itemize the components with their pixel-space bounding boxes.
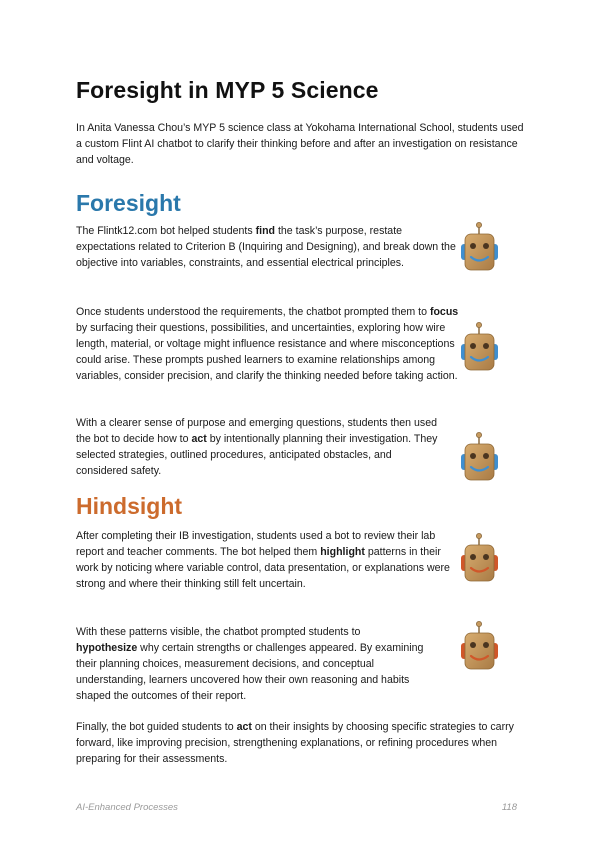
keyword-find: find [255,225,276,237]
keyword-highlight: highlight [320,546,365,558]
intro-paragraph: In Anita Vanessa Chou’s MYP 5 science class at Yokohama International School, students used a custom Flint AI chatbot to clarify their thinking before and after an investigation on resistance and voltage. [76,122,524,166]
hindsight-hypothesize-paragraph: With these patterns visible, the chatbot prompted students to hypothesize why certain strengths or challenges appeared. By examining their planning choices, measurement decisions, and conceptual understanding, learners uncovered how their own reasoning and habits shaped the outcomes of their report. [76,626,424,702]
foresight-focus-paragraph: Once students understood the requirements, the chatbot prompted them to focus by surfacing their questions, possibilities, and uncertainties, exploring how wire length, material, or voltage might influence resistance and where misconceptions could arise. These prompts pushed learners to examine relationships among variables, consider precision, and clarify the thinking needed before taking action. [76,306,459,382]
foresight-act-paragraph: With a clearer sense of purpose and emerging questions, students then used the bot to decide how to act by intentionally planning their investigation. They selected strategies, outlined procedures, anticipated obstacles, and considered safety. [76,417,438,477]
blue-robot-icon [459,432,503,490]
orange-robot-icon [459,621,503,679]
foresight-find-paragraph: The Flintk12.com bot helped students find the task’s purpose, restate expectations related to Criterion B (Inquiring and Designing), and break down the objective into variables, constraints, and essential electrical principles. [76,225,456,269]
hindsight-act-paragraph: Finally, the bot guided students to act on their insights by choosing specific strategies to carry forward, like improving precision, strengthening explanations, or refining procedures when preparing for their assessments. [76,721,514,765]
keyword-focus: focus [429,306,459,318]
hindsight-highlight-paragraph: After completing their IB investigation, students used a bot to review their lab report and teacher comments. The bot helped them highlight patterns in their work by noticing where variable control, data presentation, or explanations were strong and where their thinking still felt uncertain. [76,530,450,590]
page-title: Foresight in MYP 5 Science [76,77,379,103]
blue-robot-icon [459,322,503,380]
keyword-act: act [191,433,207,445]
hindsight-heading: Hindsight [76,493,183,519]
blue-robot-icon [459,222,503,280]
keyword-hypothesize: hypothesize [76,642,138,654]
footer-section-title: AI-Enhanced Processes [76,802,178,813]
keyword-act-hindsight: act [236,721,252,733]
orange-robot-icon [459,533,503,591]
page-number: 118 [501,802,517,813]
foresight-heading: Foresight [76,190,181,216]
